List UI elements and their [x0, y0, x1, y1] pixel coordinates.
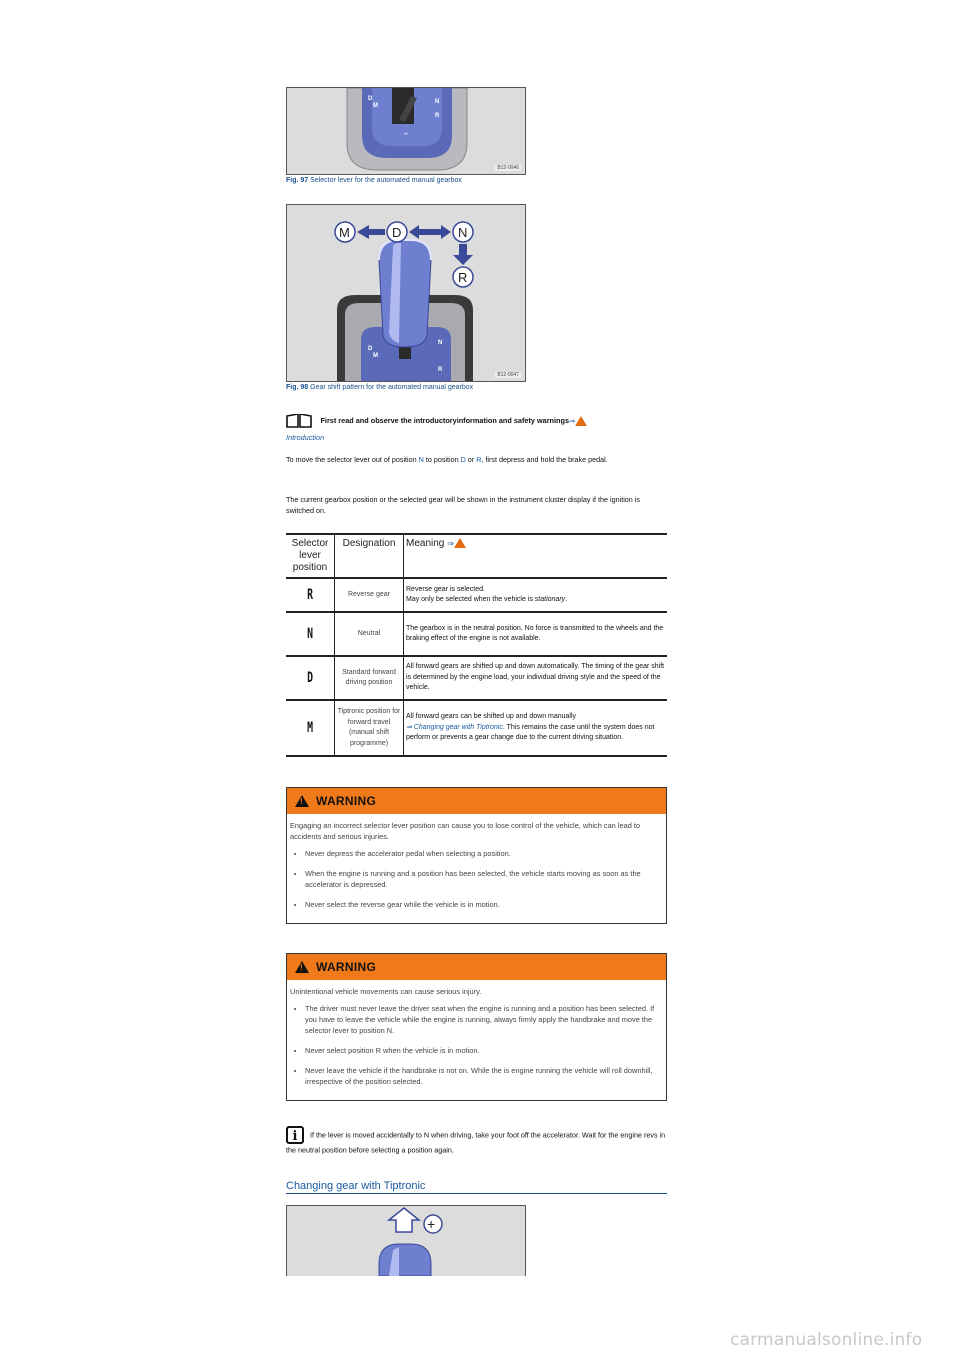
- info-note-text: If the lever is moved accidentally to N when driving, take your foot off the accelerator. Wait for the engine revs in the neutral position before selecting a position again.: [286, 1130, 666, 1155]
- figure-98-caption-text: Gear shift pattern for the automated manual gearbox: [310, 384, 474, 391]
- list-item: • Never leave the vehicle if the handbrake is not on. While the is engine running the vehicle will roll downhill, irrespective of the position selected.: [305, 1065, 663, 1087]
- figure-97-number: Fig. 97: [286, 177, 309, 184]
- tiptronic-illustration: [287, 1206, 525, 1276]
- warning-icon: [295, 961, 309, 973]
- fig98-pattern-d: D: [392, 225, 402, 240]
- row-m-meaning-link[interactable]: ⇒ Changing gear with Tiptronic: [406, 723, 503, 731]
- selector-lever-illustration: [287, 88, 525, 174]
- row-d-position: D: [293, 656, 327, 700]
- warning-2-intro: Unintentional vehicle movements can cause serious injury.: [290, 987, 482, 996]
- fig97-gate-m: M: [373, 103, 378, 109]
- p1-pos-n: N: [418, 455, 424, 464]
- warning-2-list: [290, 1003, 663, 1087]
- fig97-gate-d: D: [368, 96, 373, 102]
- warning-box-2: [286, 953, 667, 1101]
- list-item: • Never depress the accelerator pedal when selecting a position.: [305, 848, 663, 859]
- p1-b: to position: [423, 455, 461, 464]
- row-d-meaning: All forward gears are shifted up and down automatically. The timing of the gear shift is determined by the engine load, your individual driving style and the speed of the vehicle.: [404, 656, 668, 700]
- header-designation: Designation: [335, 534, 404, 578]
- p1-c: or: [465, 455, 477, 464]
- fig97-gate-minus: –: [404, 131, 408, 138]
- warning-2-body: [287, 980, 666, 1100]
- fig97-gate-n: N: [435, 99, 440, 105]
- list-item: • Never select position R when the vehicle is in motion.: [305, 1045, 663, 1056]
- list-item: • When the engine is running and a position has been selected, the vehicle starts moving as soon as the accelerator is depressed.: [305, 868, 663, 890]
- row-r-position: R: [293, 578, 327, 612]
- warning-icon: [295, 795, 309, 807]
- row-r-designation: Reverse gear: [335, 578, 404, 612]
- row-r-meaning-1: Reverse gear is selected.: [406, 585, 485, 593]
- table-header-row: [286, 534, 667, 578]
- fig98-gate-n: N: [438, 340, 443, 346]
- p1-e: , first depress and hold the brake pedal.: [481, 455, 608, 464]
- row-r-meaning-3: .: [565, 596, 568, 603]
- table-row: [286, 612, 667, 656]
- figure-97-caption: [286, 177, 462, 184]
- warning-1-title: WARNING: [316, 794, 377, 808]
- warning-1-intro: Engaging an incorrect selector lever position can cause you to lose control of the vehicle, which can lead to accidents and serious injuries.: [290, 821, 641, 841]
- gear-position-table: [286, 533, 667, 757]
- row-n-meaning: The gearbox is in the neutral position. No force is transmitted to the wheels and the braking effect of the engine is not available.: [404, 612, 668, 656]
- warning-box-1: [286, 787, 667, 924]
- fig97-gate-r: R: [435, 113, 440, 119]
- fig98-pattern-n: N: [458, 225, 468, 240]
- p1-pos-d: D: [460, 455, 466, 464]
- figure-98-caption: [286, 384, 473, 391]
- row-m-meaning-2: . This remains the case until the system does not perform or prevents a gear change due to the current driving situation.: [406, 723, 655, 742]
- row-d-designation: Standard forward driving position: [335, 656, 404, 700]
- figure-97-caption-text: Selector lever for the automated manual gearbox: [310, 177, 462, 184]
- paragraph-gearbox-display: The current gearbox position or the selected gear will be shown in the instrument cluster display if the ignition is switched on.: [286, 495, 640, 515]
- header-position: Selector lever position: [286, 534, 335, 578]
- notice-arrow: ⇒: [569, 416, 576, 426]
- section-heading-tiptronic: Changing gear with Tiptronic: [286, 1180, 667, 1194]
- figure-98-number: Fig. 98: [286, 384, 309, 391]
- row-n-position: N: [293, 612, 327, 656]
- notice-text: First read and observe the introductoryinformation and safety warnings: [320, 416, 569, 426]
- gear-shift-pattern-illustration: [287, 205, 525, 381]
- row-n-designation: Neutral: [335, 612, 404, 656]
- figure-97-code: B12-0046: [497, 165, 519, 171]
- warning-triangle-icon: [454, 538, 466, 548]
- notice: [286, 412, 666, 442]
- table-row: [286, 578, 667, 612]
- warning-1-body: [287, 814, 666, 923]
- warning-triangle-icon: [575, 416, 587, 426]
- paragraph-move-lever: [286, 454, 666, 465]
- info-note: [286, 1126, 666, 1156]
- tiptronic-plus: +: [427, 1216, 436, 1232]
- table-row: [286, 656, 667, 700]
- list-item: • Never select the reverse gear while the vehicle is in motion.: [305, 899, 663, 910]
- header-meaning: [404, 534, 668, 578]
- watermark: carmanualsonline.info: [730, 1330, 923, 1350]
- row-r-meaning-em: stationary: [534, 596, 566, 603]
- warning-1-header: [287, 788, 666, 814]
- header-meaning-arrow: ⇒: [447, 539, 454, 548]
- figure-tiptronic-image: [286, 1205, 526, 1276]
- fig98-gate-r: R: [438, 367, 443, 373]
- notice-link[interactable]: Introduction: [286, 433, 325, 442]
- row-r-meaning: [404, 578, 668, 612]
- row-m-meaning-1: All forward gears can be shifted up and down manually: [406, 713, 577, 721]
- warning-1-list: [290, 848, 663, 910]
- figure-98-code: B12-0047: [497, 372, 519, 378]
- row-m-meaning: [404, 700, 668, 756]
- book-icon: [286, 414, 312, 428]
- list-item: • The driver must never leave the driver seat when the engine is running and a position has been selected. If you have to leave the vehicle while the engine is running, always firmly apply the handbrake and move the selector lever to position N.: [305, 1003, 663, 1036]
- fig98-pattern-r: R: [458, 270, 468, 285]
- p1-a: To move the selector lever out of position: [286, 455, 419, 464]
- warning-2-title: WARNING: [316, 960, 377, 974]
- table-row: [286, 700, 667, 756]
- fig98-gate-d: D: [368, 346, 373, 352]
- row-m-designation: Tiptronic position for forward travel (manual shift programme): [335, 700, 404, 756]
- info-icon-glyph: i: [292, 1129, 298, 1144]
- info-icon: [286, 1126, 304, 1144]
- warning-2-header: [287, 954, 666, 980]
- fig98-gate-m: M: [373, 353, 378, 359]
- p1-pos-r: R: [476, 455, 482, 464]
- header-meaning-label: Meaning: [406, 538, 445, 549]
- row-m-position: M: [293, 700, 327, 756]
- row-r-meaning-2: May only be selected when the vehicle is: [406, 596, 535, 603]
- figure-98-image: [286, 204, 526, 382]
- fig98-pattern-m: M: [339, 225, 350, 240]
- figure-97-image: [286, 87, 526, 175]
